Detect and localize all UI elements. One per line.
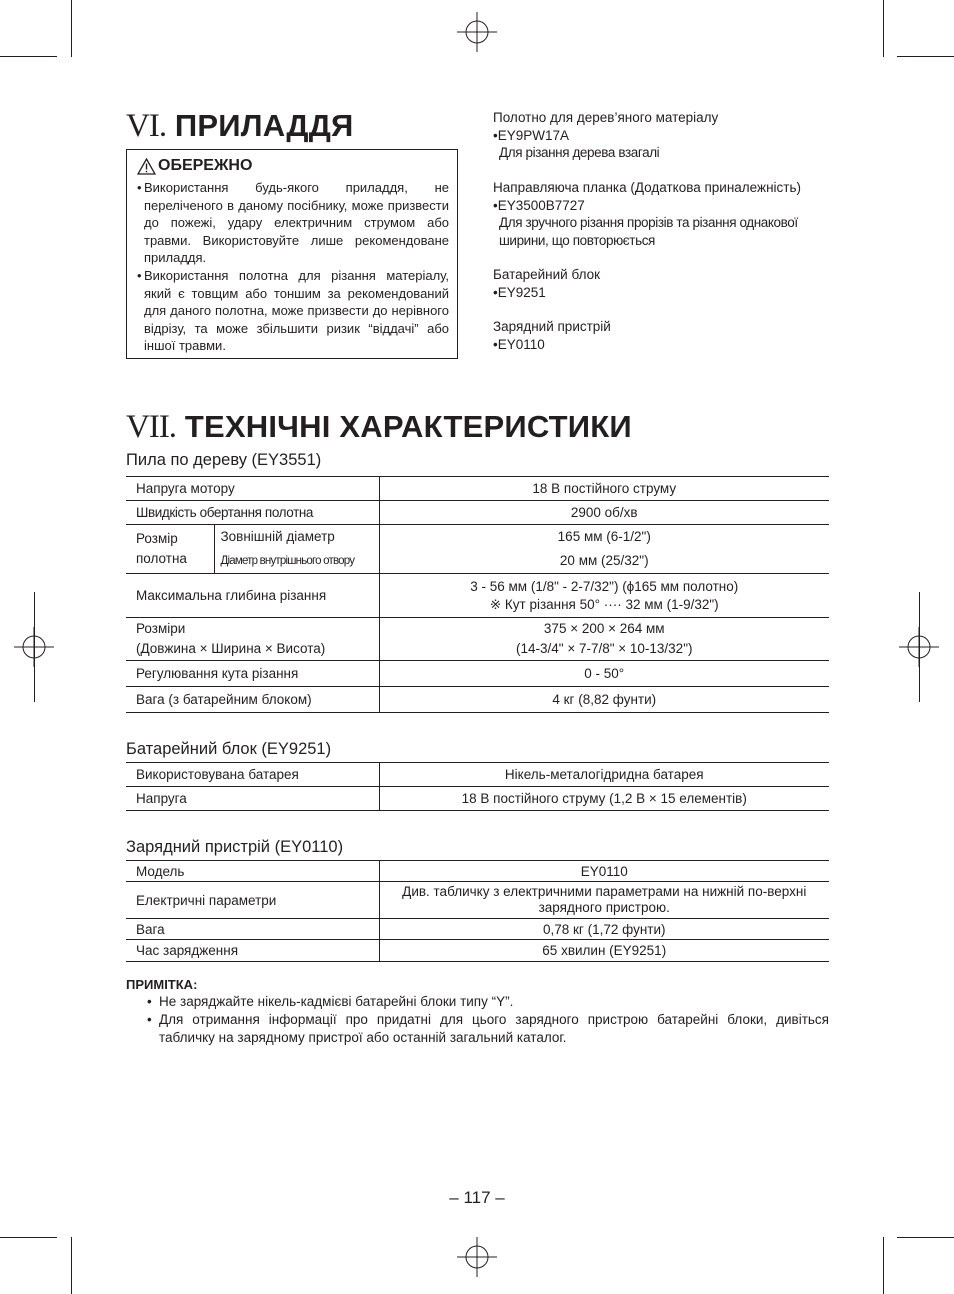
bullet: • [137,268,142,283]
caution-box [126,149,458,359]
saw-spec-heading: Пила по дереву (EY3551) [126,451,322,469]
spec-label: Регулювання кута різання [126,661,379,687]
spec-value: Нікель-металогідридна батарея [379,763,829,787]
crop-mark [883,1237,884,1294]
saw-spec-table [126,476,829,713]
spec-value: 165 мм (6-1/2") [379,525,829,549]
spec-value: 0 - 50° [379,661,829,687]
spec-label: Використовувана батарея [126,763,379,787]
bullet: • [137,180,142,195]
crop-mark [0,1237,57,1238]
crop-mark [71,0,72,57]
spec-value: 65 хвилин (EY9251) [379,940,829,962]
spec-value-line: 3 - 56 мм (1/8" - 2-7/32") (ϕ165 мм полотно) [470,578,739,594]
caution-heading-text: ОБЕРЕЖНО [158,157,253,174]
bullet: • [147,1012,152,1027]
accessory-model: •EY9PW17A [493,127,570,143]
page-number: – 117 – [449,1188,505,1207]
table-row [126,787,829,811]
spec-value-line: ※ Кут різання 50° ···· 32 мм (1-9/32") [489,596,719,612]
table-row [126,525,829,549]
charger-spec-heading: Зарядний пристрій (EY0110) [126,838,344,856]
accessory-model: •EY3500B7727 [493,197,585,213]
table-row [126,919,829,940]
spec-label: Максимальна глибина різання [126,574,379,618]
spec-value: 4 кг (8,82 фунти) [379,687,829,713]
section-6-title-text: ПРИЛАДДЯ [174,108,354,143]
spec-sublabel: Зовнішній діаметр [214,525,379,549]
table-row [126,574,829,618]
section-6-roman: VI. [126,108,167,144]
crop-mark [0,56,57,57]
table-row [126,940,829,962]
table-row [126,549,829,574]
spec-value: 2900 об/хв [379,501,829,525]
crop-mark [34,592,35,702]
note-item [147,1011,829,1046]
spec-label: Напруга мотору [126,477,379,501]
spec-value: 18 В постійного струму [379,477,829,501]
table-row [126,661,829,687]
spec-label [126,618,379,661]
accessory-item [493,179,833,249]
spec-value: 0,78 кг (1,72 фунти) [379,919,829,940]
spec-label [126,525,214,574]
spec-value: 20 мм (25/32") [379,549,829,574]
accessory-name: Зарядний пристрій [493,319,611,334]
registration-mark-icon [457,1237,497,1277]
accessory-description: Для зручного різання прорізів та різання однакової ширини, що повторюється [499,215,798,248]
registration-mark-icon [457,12,497,52]
section-7-title [126,409,632,446]
caution-heading [137,157,252,175]
table-row [126,501,829,525]
spec-value-line: 375 × 200 × 264 мм [543,621,665,636]
spec-value: EY0110 [379,861,829,882]
spec-label-line: Розміри [136,621,186,636]
bullet: • [147,994,152,1009]
accessory-name: Батарейний блок [493,267,601,282]
battery-spec-table [126,762,829,811]
crop-mark [71,1237,72,1294]
note-item-text: Для отримання інформації про придатні для цього зарядного пристрою батарейні блоки, дивіться табличку на зарядному пристрої або останній загальний каталог. [159,1012,829,1045]
table-row [126,687,829,713]
caution-item [137,179,449,267]
note-item [147,993,829,1011]
crop-mark [897,56,954,57]
table-row [126,882,829,919]
accessory-item [493,266,833,301]
battery-spec-heading: Батарейний блок (EY9251) [126,740,332,758]
spec-label-line: полотна [136,551,187,566]
spec-value-line: (14-3/4" × 7-7/8" × 10-13/32") [516,641,693,656]
accessory-model: •EY0110 [493,336,545,352]
spec-value [379,574,829,618]
spec-label: Час зарядження [126,940,379,962]
spec-label-line: Розмір [136,531,178,546]
spec-label: Вага [126,919,379,940]
accessory-item [493,318,833,353]
spec-value [379,618,829,661]
spec-label [126,501,379,525]
table-row [126,763,829,787]
crop-mark [883,0,884,57]
note-item-text: Не заряджайте нікель-кадмієві батарейні блоки типу “Y”. [159,994,514,1009]
spec-label: Напруга [126,787,379,811]
spec-value: 18 В постійного струму (1,2 В × 15 елементів) [379,787,829,811]
spec-label: Електричні параметри [126,882,379,919]
crop-mark [919,592,920,702]
section-7-roman: VII. [126,409,177,445]
warning-triangle-icon [137,158,156,175]
spec-value: Див. табличку з електричними параметрами на нижній по-верхні зарядного пристрою. [379,882,829,919]
spec-label: Модель [126,861,379,882]
caution-item-text: Використання полотна для різання матеріалу, який є товщим або тоншим за рекомендований для даного полотна, може призвести до нерівного відрізу, та може збільшити ризик “віддачі” або іншої травми. [144,268,449,354]
spec-label-text: Швидкість обертання полотна [136,505,314,520]
spec-sublabel: Діаметр внутрішнього отвору [214,549,379,574]
accessory-name: Полотно для дерев’яного матеріалу [493,110,719,125]
table-row [126,477,829,501]
note-heading: ПРИМІТКА: [126,977,198,992]
spec-label-line: (Довжина × Ширина × Висота) [136,641,326,656]
caution-item-text: Використання будь-якого приладдя, не переліченого в даному посібнику, може призвести до пожежі, удару електричним струмом або травми. Використовуйте лише рекомендоване приладдя. [144,180,449,266]
accessory-item [493,109,833,162]
accessory-model: •EY9251 [493,284,546,300]
caution-item [137,267,449,355]
table-row [126,861,829,882]
charger-spec-table [126,860,829,962]
table-row [126,618,829,661]
section-6-title [126,108,354,145]
accessory-name: Направляюча планка (Додаткова приналежність) [493,180,801,195]
accessory-description: Для різання дерева взагалі [499,145,660,160]
spec-label: Вага (з батарейним блоком) [126,687,379,713]
crop-mark [897,1237,954,1238]
section-7-title-text: ТЕХНІЧНІ ХАРАКТЕРИСТИКИ [184,409,632,444]
